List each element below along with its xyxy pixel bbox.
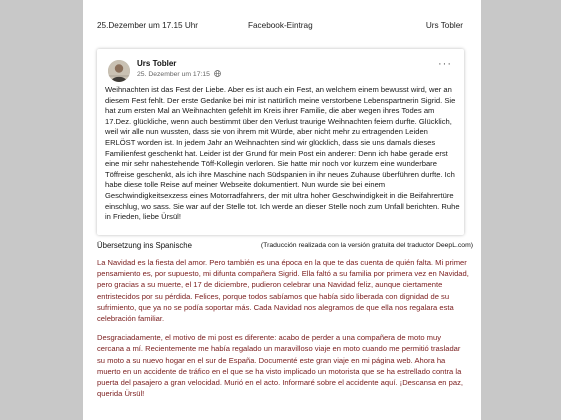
translation-label: Übersetzung ins Spanische <box>97 241 192 250</box>
more-options-icon[interactable]: ··· <box>438 58 452 70</box>
post-text-paragraph: Weihnachten ist das Fest der Liebe. Aber es ist auch ein Fest, an welchem einem bewusst wird, wer an diesem Fest fehlt. Der erste Gedanke bei mir ist natürlich meine verstorbene Lebenspartnerin Sigrid. Sie hat zum ersten Mal an Weihnachten gefehlt im Kreis ihrer Familie, die aber wegen ihres Todes am 17.Dez. glückliche, wenn auch bestimmt über den Verlust traurige Weihnachten feiern durfte. Glücklich, weil wir alle nun wussten, dass sie von ihrem mit Würde, aber nicht mehr zu ertragenden Leiden ERLÖST worden ist. In jedem Jahr an Weihnachten sind wir glücklich, dass sie uns damals dieses Familienfest geschenkt hat. Leider ist der Grund für mein Post ein anderer: Denn ich habe gerade erst eine mir sehr nahestehende Töff-Kollegin verloren. Sie hatte mir noch vor kurzem eine wunderbare Töffreise geschenkt, als ich ihre Maschine nach Südspanien in ihr neues Zuhause überführen durfte. Ich habe diese tolle Reise auf meiner Webseite dokumentiert. Nun wurde sie bei einem Geschwindigkeitsexzess eines Motorradfahrers, der mit ultra hoher Geschwindigkeit in die Beifahrertüre einschlug, wo sass. Sie war auf der Stelle tot. Ich werde an dieser Stelle noch zum Unfall berichten. Ruhe in Frieden, liebe Ürsül! <box>105 85 460 222</box>
translation-note: (Traducción realizada con la versión gratuita del traductor DeepL.com) <box>260 242 473 249</box>
avatar-photo-icon <box>108 60 130 82</box>
facebook-post-card <box>97 49 464 235</box>
globe-icon <box>214 70 221 79</box>
post-timestamp[interactable]: 25. Dezember um 17:15 <box>137 71 210 78</box>
translation-paragraph: La Navidad es la fiesta del amor. Pero también es una época en la que te das cuenta de quién falta. Mi primer pensamiento es, por supuesto, mi difunta compañera Sigrid. Ella faltó a su familia por primera vez en Navidad, pero gracias a su muerte, el 17 de diciembre, pudieron celebrar una Navidad feliz, aunque ciertamente entristecidos por su pérdida. Felices, porque todos sabíamos que había sido liberada con dignidad de su sufrimiento, que ya no se podía soportar más. Cada Navidad nos alegramos de que ella nos regalara esta celebración familiar. <box>97 258 469 324</box>
translation-paragraph: Desgraciadamente, el motivo de mi post es diferente: acabo de perder a una compañera de moto muy cercana a mí. Recientemente me había regalado un maravilloso viaje en moto cuando me permitió trasladar su moto a su nuevo hogar en el sur de España. Documenté este gran viaje en mi página web. Ahora ha muerto en un accidente de tráfico en el que se ha visto implicado un motorista que se ha estrellado contra la puerta del pasajero a gran velocidad. Murió en el acto. Informaré sobre el accidente aquí. ¡Descansa en paz, querida Ürsül! <box>97 333 463 399</box>
header-author: Urs Tobler <box>425 21 463 30</box>
spanish-translation <box>97 257 469 407</box>
post-meta <box>137 70 221 79</box>
header-type: Facebook-Eintrag <box>248 21 313 30</box>
post-author[interactable]: Urs Tobler <box>137 59 177 68</box>
avatar[interactable] <box>108 60 130 82</box>
document-page <box>83 0 481 420</box>
post-text <box>105 85 460 223</box>
header-date: 25.Dezember um 17.15 Uhr <box>97 21 199 30</box>
